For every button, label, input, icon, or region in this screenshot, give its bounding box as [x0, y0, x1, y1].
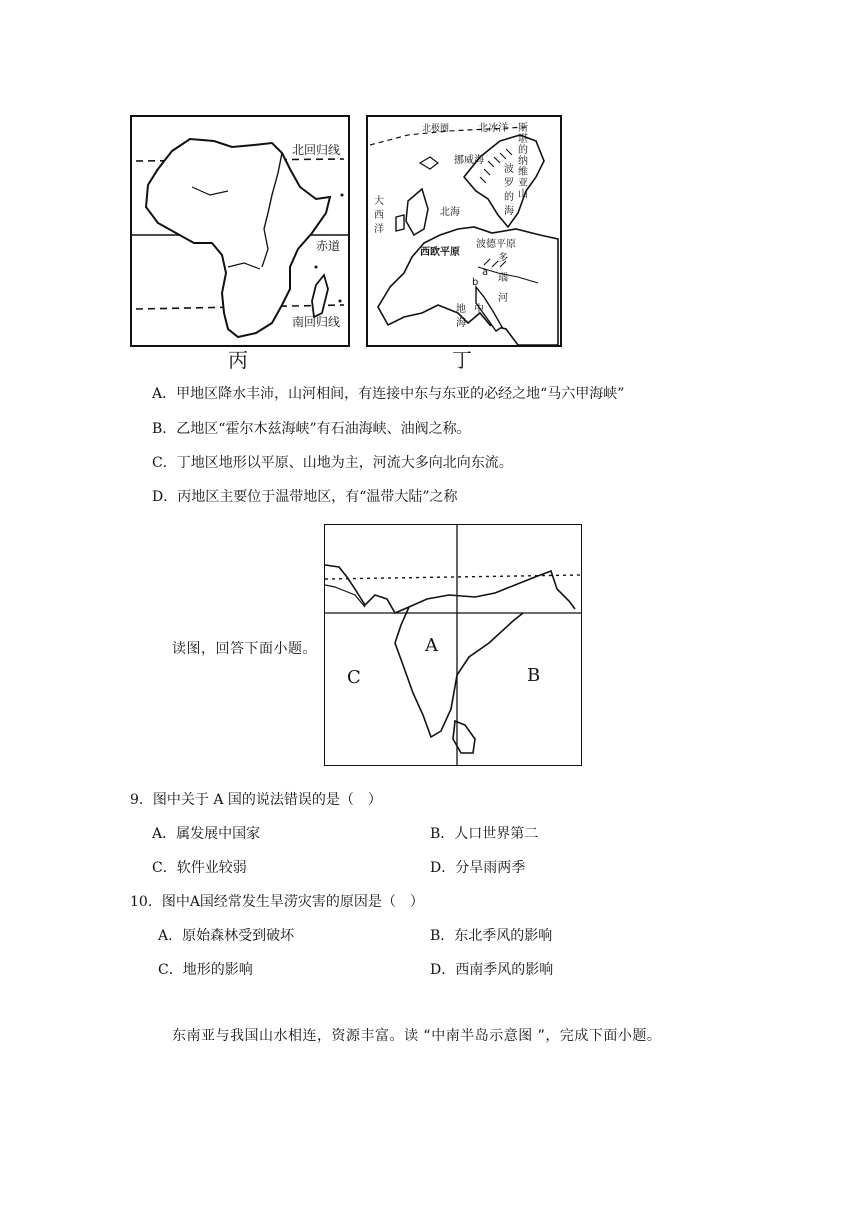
map-caption-bing: 丙: [228, 348, 248, 372]
label-baltic: 波罗的海: [504, 164, 514, 217]
q8-option-d: D．丙地区主要位于温带地区，有“温带大陆”之称: [152, 489, 458, 505]
label-norwegian-sea: 挪威海: [454, 155, 484, 166]
q8-option-c: C．丁地区地形以平原、山地为主，河流大多向北向东流。: [152, 455, 513, 471]
label-mark-b: b: [472, 277, 479, 288]
closing-paragraph: 东南亚与我国山水相连，资源丰富。读 “中南半岛示意图 ”，完成下面小题。: [172, 1028, 662, 1044]
label-polish-plain: 波德平原: [476, 239, 516, 250]
map-africa: [130, 115, 350, 347]
q8-option-a: A．甲地区降水丰沛，山河相间，有连接中东与东亚的必经之地“马六甲海峡”: [152, 386, 625, 402]
label-mark-a: a: [482, 267, 489, 278]
q10-stem: 10．图中A国经常发生旱涝灾害的原因是（ ）: [130, 894, 424, 910]
map-europe: [366, 115, 562, 347]
india-label-c: C: [347, 667, 361, 688]
label-scandinavia: 斯堪的纳维亚山: [518, 123, 528, 200]
india-label-a: A: [425, 635, 438, 656]
q8-option-b: B．乙地区“霍尔木兹海峡”有石油海峡、油阀之称。: [152, 421, 471, 437]
q9-option-a: A．属发展中国家: [152, 826, 261, 842]
label-atlantic: 大西洋: [374, 196, 384, 235]
label-north-sea: 北海: [440, 207, 460, 218]
india-label-b: B: [527, 665, 541, 686]
label-arctic-circle: 北极圈: [422, 124, 450, 134]
label-west-europe-plain: 西欧平原: [420, 247, 460, 258]
label-tropic-south: 南回归线: [292, 315, 341, 329]
q9-stem: 9．图中关于 A 国的说法错误的是（ ）: [130, 792, 382, 808]
label-arctic-ocean: 北冰洋: [478, 123, 508, 134]
india-outline: [325, 525, 581, 765]
read-prompt: 读图，回答下面小题。: [172, 641, 317, 657]
q9-option-b: B．人口世界第二: [430, 826, 539, 842]
q9-option-c: C．软件业较弱: [152, 860, 247, 876]
label-mediterranean: 地中海: [456, 304, 492, 329]
q10-option-c: C．地形的影响: [158, 962, 253, 978]
label-equator: 赤道: [316, 239, 341, 253]
q10-option-d: D．西南季风的影响: [430, 962, 554, 978]
map-india: [324, 524, 582, 766]
q9-option-d: D．分旱雨两季: [430, 860, 526, 876]
label-danube: 多瑙河: [498, 253, 514, 304]
label-tropic-north: 北回归线: [292, 143, 341, 157]
q10-option-a: A．原始森林受到破坏: [158, 928, 295, 944]
q10-option-b: B．东北季风的影响: [430, 928, 553, 944]
map-caption-ding: 丁: [452, 348, 472, 372]
